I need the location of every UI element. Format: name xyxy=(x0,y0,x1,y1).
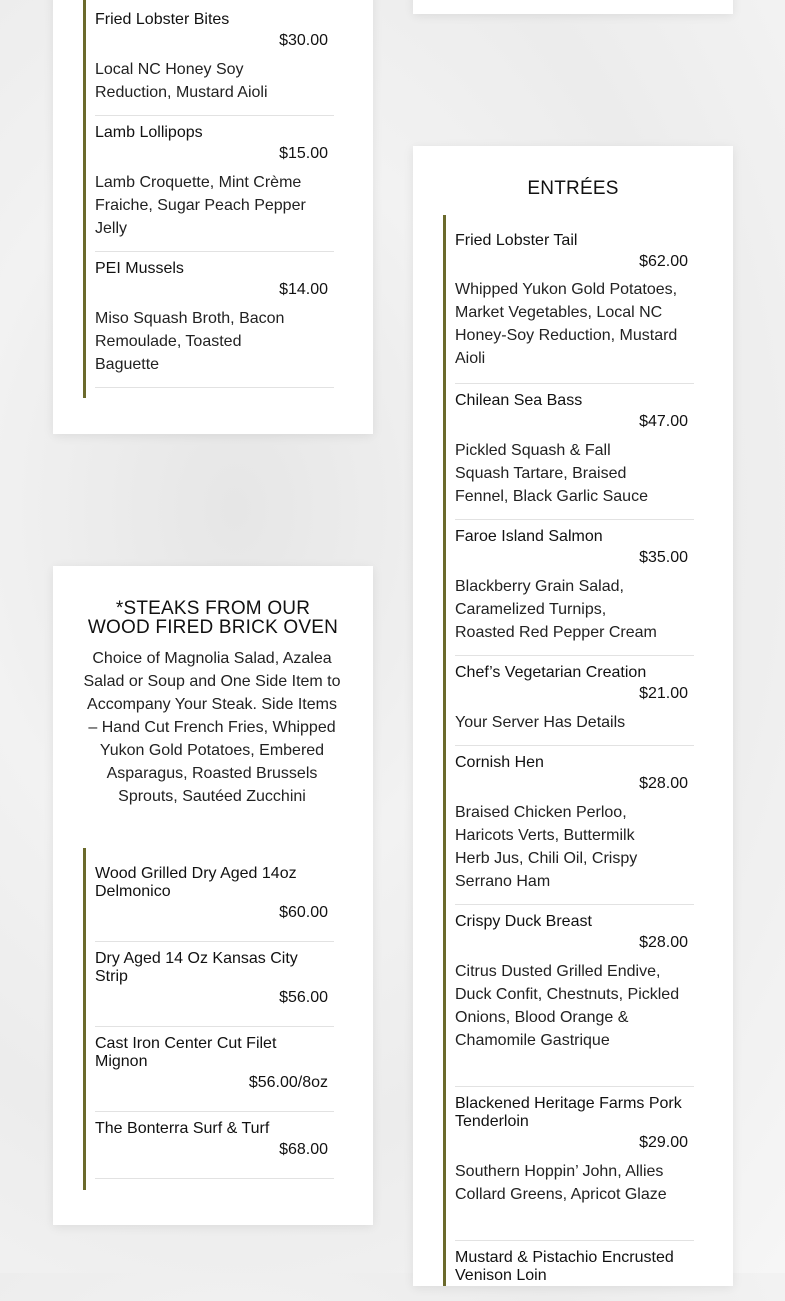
item-description: Blackberry Grain Salad, Caramelized Turnips, Roasted Red Pepper Cream xyxy=(455,578,657,641)
item-name: Chilean Sea Bass xyxy=(455,392,583,409)
item-name: Blackened Heritage Farms Pork Tenderloin xyxy=(455,1095,682,1130)
item-price: $60.00 xyxy=(279,904,328,921)
entrees-card xyxy=(413,146,733,1286)
menu-item xyxy=(455,656,694,746)
item-name: Lamb Lollipops xyxy=(95,124,203,141)
section-title xyxy=(53,599,373,637)
menu-item xyxy=(95,1027,334,1112)
menu-item xyxy=(455,1087,694,1241)
menu-item xyxy=(455,905,694,1087)
steaks-card xyxy=(53,566,373,1225)
item-name: Crispy Duck Breast xyxy=(455,913,592,930)
menu-item xyxy=(455,520,694,656)
item-description: Pickled Squash & Fall Squash Tartare, Braised Fennel, Black Garlic Sauce xyxy=(455,442,648,505)
menu-item xyxy=(95,116,334,252)
item-name: Wood Grilled Dry Aged 14oz Delmonico xyxy=(95,865,297,900)
menu-item xyxy=(95,1112,334,1179)
appetizers-list xyxy=(83,0,346,398)
item-name: Cast Iron Center Cut Filet Mignon xyxy=(95,1035,277,1070)
item-description: Braised Chicken Perloo, Haricots Verts, Buttermilk Herb Jus, Chili Oil, Crispy Serrano Ham xyxy=(455,804,638,890)
menu-item xyxy=(455,1241,694,1301)
appetizers-card xyxy=(53,0,373,434)
section-title: ENTRÉES xyxy=(527,178,619,199)
item-price: $47.00 xyxy=(639,413,688,430)
item-price: $15.00 xyxy=(279,145,328,162)
item-price: $28.00 xyxy=(639,775,688,792)
item-price: $62.00 xyxy=(639,253,688,270)
item-name: Dry Aged 14 Oz Kansas City Strip xyxy=(95,950,298,985)
item-price: $68.00 xyxy=(279,1141,328,1158)
item-price: $35.00 xyxy=(639,549,688,566)
item-description: Whipped Yukon Gold Potatoes, Market Vegetables, Local NC Honey-Soy Reduction, Mustard Aioli xyxy=(455,281,678,367)
item-name: Chef’s Vegetarian Creation xyxy=(455,664,647,681)
section-description: Choice of Magnolia Salad, Azalea Salad or Soup and One Side Item to Accompany Your Steak. Side Items – Hand Cut French Fries, Whipped Yukon Gold Potatoes, Embered Asparagus, Roasted Brussels Sprouts, Sautéed Zucchini xyxy=(83,650,341,805)
menu-item xyxy=(95,252,334,388)
item-name: Cornish Hen xyxy=(455,754,544,771)
menu-item xyxy=(95,848,334,942)
menu-item xyxy=(455,384,694,520)
top-right-card xyxy=(413,0,733,14)
item-price: $30.00 xyxy=(279,32,328,49)
item-description: Southern Hoppin’ John, Allies Collard Greens, Apricot Glaze xyxy=(455,1163,667,1203)
item-description: Miso Squash Broth, Bacon Remoulade, Toasted Baguette xyxy=(95,310,285,373)
title-line: WOOD FIRED BRICK OVEN xyxy=(87,617,339,638)
item-name: Mustard & Pistachio Encrusted Venison Loin xyxy=(455,1249,674,1284)
menu-item xyxy=(95,942,334,1027)
item-price: $14.00 xyxy=(279,281,328,298)
menu-item xyxy=(455,215,694,384)
item-name: Fried Lobster Bites xyxy=(95,11,230,28)
item-description: Local NC Honey Soy Reduction, Mustard Aioli xyxy=(95,61,268,101)
entrees-list xyxy=(443,215,706,1286)
steaks-list xyxy=(83,848,346,1190)
item-price: $29.00 xyxy=(639,1134,688,1151)
item-price: $21.00 xyxy=(639,685,688,702)
item-price: $56.00/8oz xyxy=(248,1074,328,1091)
item-description: Lamb Croquette, Mint Crème Fraiche, Sugar Peach Pepper Jelly xyxy=(95,174,306,237)
item-price: $28.00 xyxy=(639,934,688,951)
item-name: Fried Lobster Tail xyxy=(455,232,578,249)
title-line: *STEAKS FROM OUR xyxy=(115,598,311,619)
item-description: Your Server Has Details xyxy=(455,714,626,731)
item-name: PEI Mussels xyxy=(95,260,184,277)
menu-item xyxy=(95,0,334,116)
item-description: Citrus Dusted Grilled Endive, Duck Confit, Chestnuts, Pickled Onions, Blood Orange & Chamomile Gastrique xyxy=(455,963,680,1049)
menu-item xyxy=(455,746,694,905)
item-price: $56.00 xyxy=(279,989,328,1006)
item-name: The Bonterra Surf & Turf xyxy=(95,1120,270,1137)
item-name: Faroe Island Salmon xyxy=(455,528,603,545)
